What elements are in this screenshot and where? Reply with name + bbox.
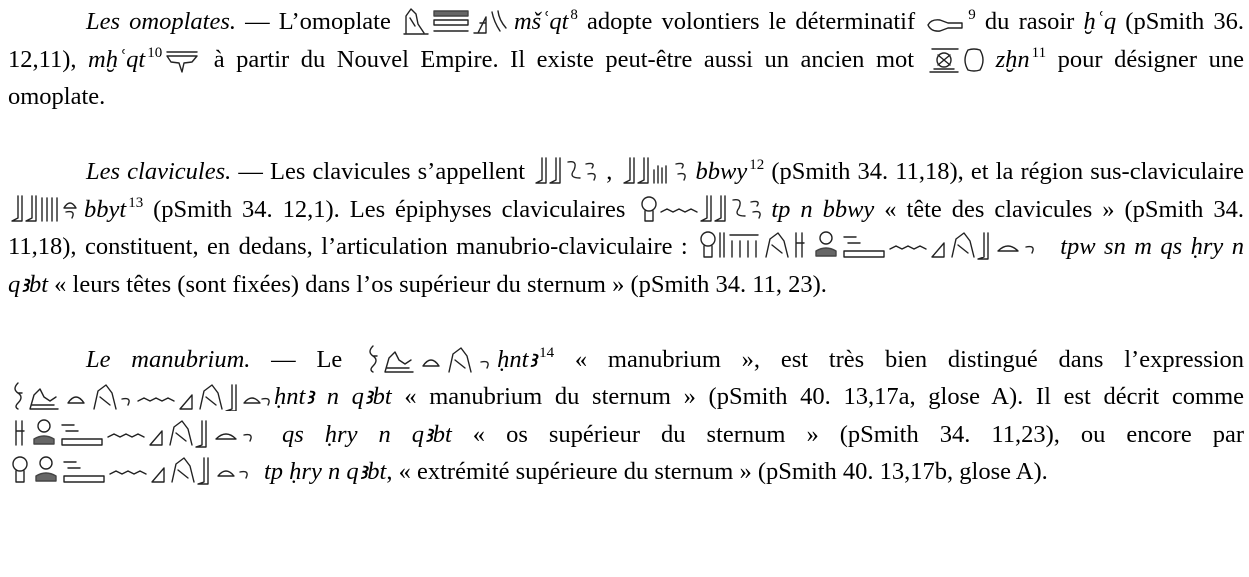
razor-determinative-icon xyxy=(926,14,964,36)
tp-n-bbwy-hieroglyphs xyxy=(637,194,769,224)
tp-hry-n-qabt-hieroglyphs xyxy=(10,454,262,486)
mhaqt-icon xyxy=(164,48,200,74)
paragraph-clavicules: Les clavicules. — Les clavicules s’appellent , bbwy $^{12}$ (pSmith 34. 11,18), et la région sus-claviculaire bbyt $^{13}$ (pSmith 34. 12,1). Les épiphyses claviculaires tp n bbwy « tête des clavicules » (pSmith 34. 11,18), constituent, en dedans, l’articulation manubrio-claviculaire : tpw sn m qs ḥry n qꜣbt « leurs têtes (sont fixées) dans l’os supérieur du sternum » (pSmith 34. 11, 23). xyxy=(8,157,1244,298)
hnta-n-qabt-hieroglyphs xyxy=(10,381,272,411)
section-title-clavicules: Les clavicules. xyxy=(86,158,232,185)
zhn-hieroglyphs xyxy=(928,46,994,74)
paragraph-omoplates: Les omoplates. — L’omoplate mšʿqt $^8$ adopte volontiers le déterminatif $^9$ du rasoir ḫʿq (pSmith 36. 12,11), mḫʿqt $^{10}$ à partir du Nouvel Empire. Il existe peut-être aussi un ancien mot zḫn $^{11}$ pour désigner une omoplate. xyxy=(8,7,1245,110)
omoplate-hieroglyphs xyxy=(402,6,512,36)
paragraph-manubrium: Le manubrium. — Le ḥntꜣ $^{14}$ « manubrium », est très bien distingué dans l’expression ḥntꜣ n qꜣbt « manubrium du sternum » (pSmith 40. 13,17a, glose A). Il est décrit comme qs ḥry n qꜣbt « os supérieur du sternum » (pSmith 34. 11,23), ou encore par tp ḥry n qꜣbt, « extrémité supérieure du sternum » (pSmith 40. 13,17b, glose A). xyxy=(8,341,1244,491)
bbyt-hieroglyphs xyxy=(10,194,82,224)
tpw-sn-m-qs-hry-n-qabt-hieroglyphs xyxy=(698,229,1058,261)
bbwy-variant-hieroglyphs xyxy=(622,156,694,186)
qs-hry-n-qabt-hieroglyphs xyxy=(10,417,280,449)
document-page xyxy=(8,0,1244,491)
bbwy-hieroglyphs xyxy=(534,156,604,186)
hnta-hieroglyphs xyxy=(365,344,495,374)
section-title-omoplates: Les omoplates. xyxy=(86,8,237,35)
section-title-manubrium: Le manubrium. xyxy=(86,345,251,373)
